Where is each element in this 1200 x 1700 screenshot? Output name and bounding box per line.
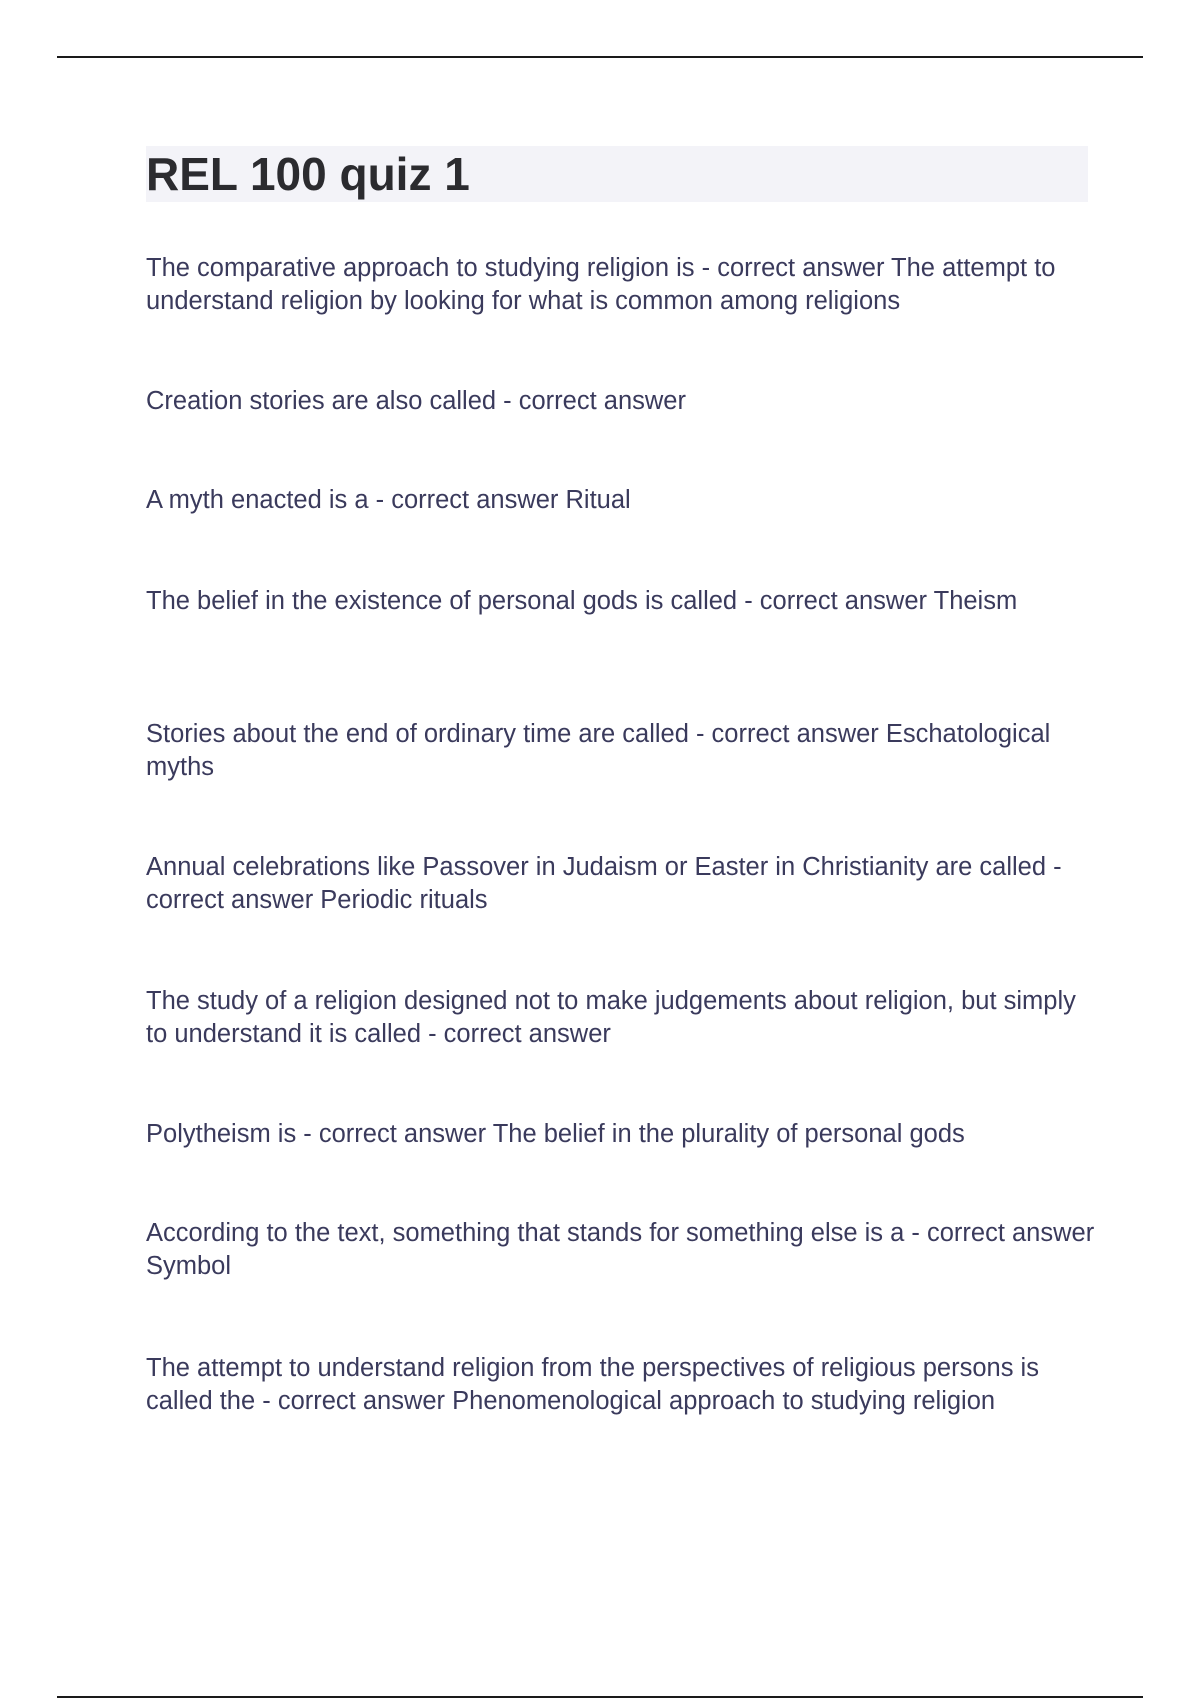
- qa-item-10: The attempt to understand religion from the perspectives of religious persons is called the - correct answer Phenomenological approach to studying religion: [146, 1354, 1039, 1415]
- page-title: REL 100 quiz 1: [146, 148, 470, 200]
- bottom-divider: [57, 1696, 1143, 1698]
- qa-item-2: Creation stories are also called - correct answer: [146, 387, 686, 415]
- qa-item-6: Annual celebrations like Passover in Judaism or Easter in Christianity are called - correct answer Periodic rituals: [146, 853, 1062, 914]
- top-divider: [57, 56, 1143, 58]
- qa-item-7: The study of a religion designed not to make judgements about religion, but simply to understand it is called - correct answer: [146, 987, 1076, 1048]
- qa-item-8: Polytheism is - correct answer The belief in the plurality of personal gods: [146, 1120, 965, 1148]
- qa-item-3: A myth enacted is a - correct answer Ritual: [146, 486, 631, 514]
- qa-item-5: Stories about the end of ordinary time are called - correct answer Eschatological myths: [146, 720, 1051, 781]
- qa-item-1: The comparative approach to studying religion is - correct answer The attempt to understand religion by looking for what is common among religions: [146, 254, 1056, 315]
- qa-item-4: The belief in the existence of personal gods is called - correct answer Theism: [146, 587, 1018, 615]
- qa-item-9: According to the text, something that stands for something else is a - correct answer Symbol: [146, 1219, 1095, 1280]
